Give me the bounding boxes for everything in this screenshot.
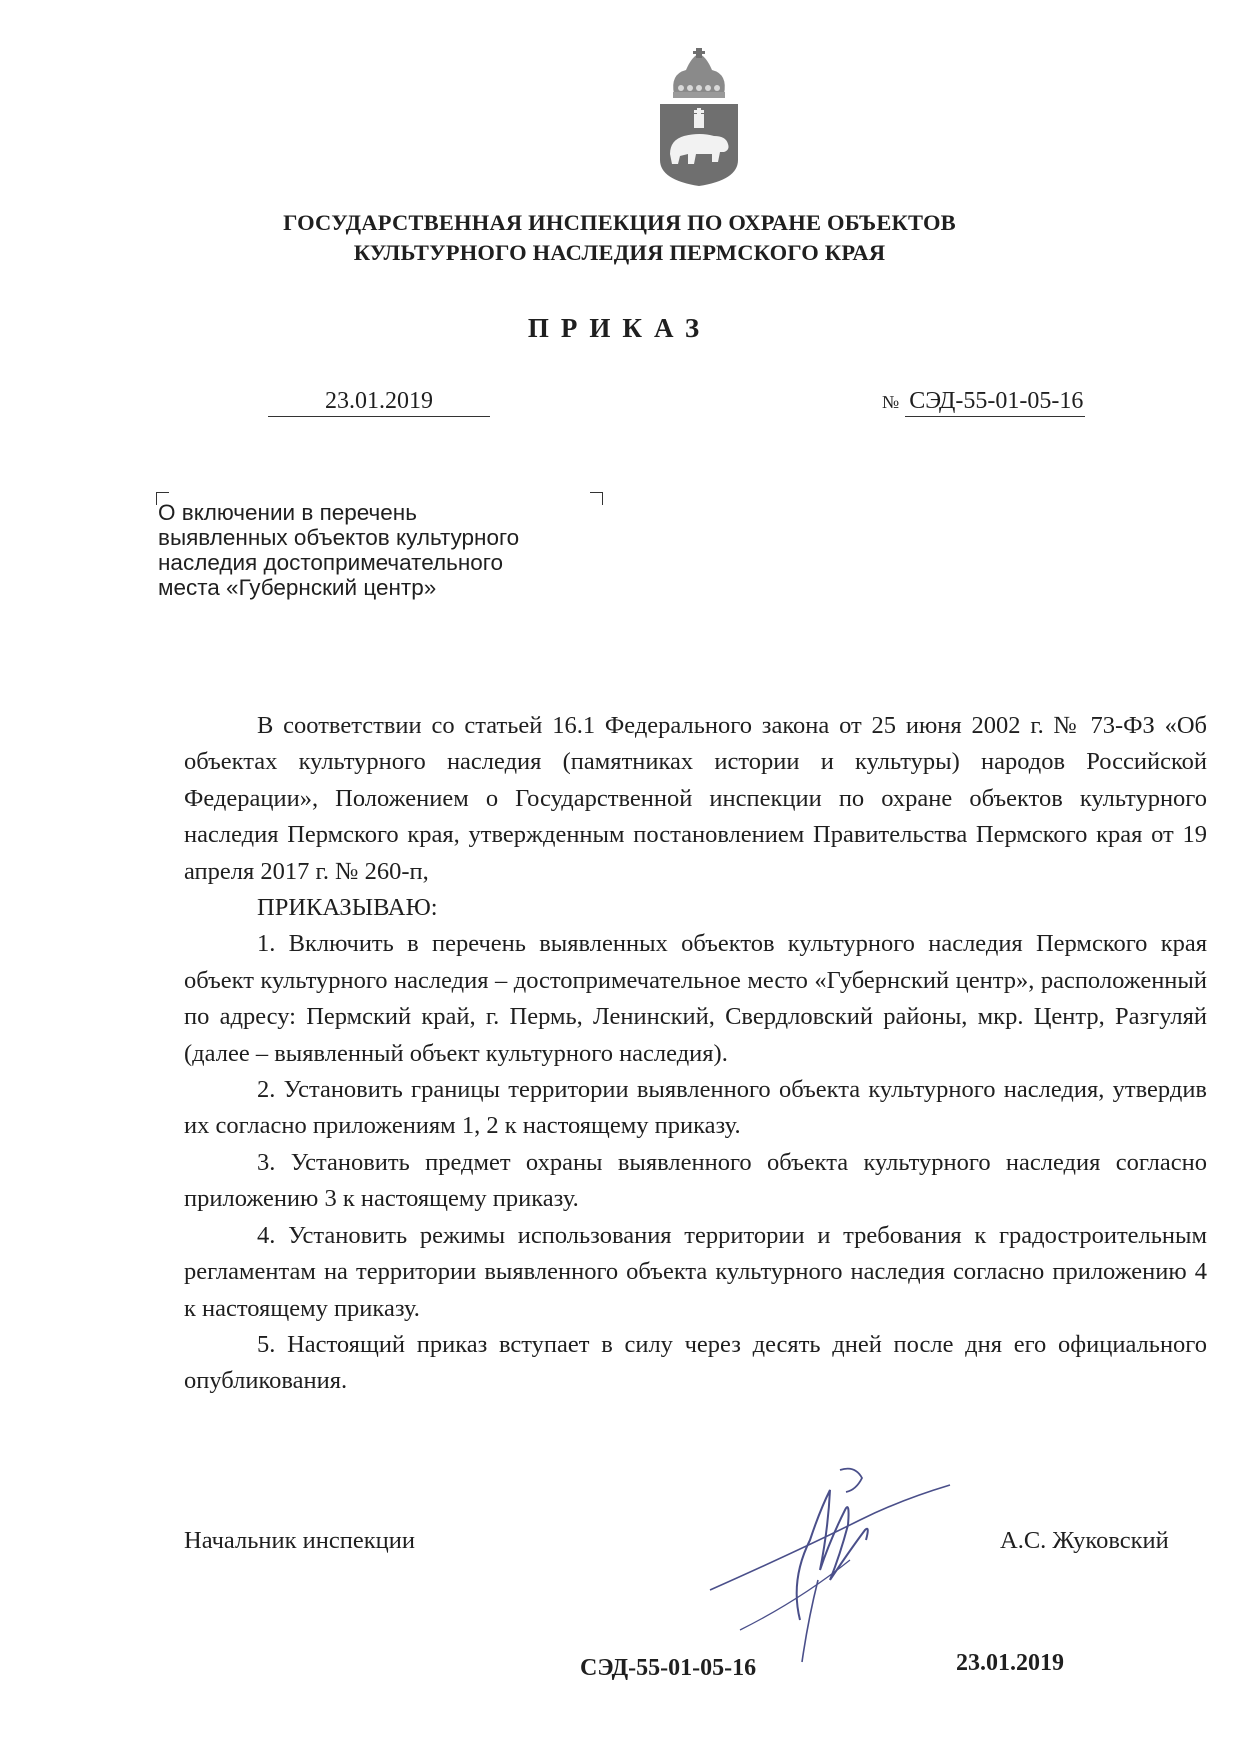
subject-line: места «Губернский центр» — [158, 575, 437, 600]
subject-line: О включении в перечень — [158, 500, 417, 525]
order-subject — [158, 500, 598, 600]
registration-stamp-date: 23.01.2019 — [956, 1650, 1064, 1676]
document-number-value: СЭД-55-01-05-16 — [905, 388, 1085, 417]
organization-name — [200, 208, 1039, 268]
order-item: 5. Настоящий приказ вступает в силу через десять дней после дня его официального опубликования. — [184, 1330, 1207, 1395]
signer-name: А.С. Жуковский — [1000, 1527, 1169, 1554]
registration-stamp-number: СЭД-55-01-05-16 — [580, 1655, 757, 1681]
organization-name-line1: ГОСУДАРСТВЕННАЯ ИНСПЕКЦИЯ ПО ОХРАНЕ ОБЪЕКТОВ — [283, 210, 956, 235]
handwritten-signature — [680, 1430, 980, 1670]
document-type-title: ПРИКАЗ — [527, 313, 712, 343]
organization-name-line2: КУЛЬТУРНОГО НАСЛЕДИЯ ПЕРМСКОГО КРАЯ — [353, 240, 886, 265]
order-item: 4. Установить режимы использования территории и требования к градостроительным регламентам на территории выявленного объекта культурного наследия согласно приложению 4 к настоящему приказу. — [184, 1221, 1207, 1322]
order-word: ПРИКАЗЫВАЮ: — [257, 894, 438, 922]
order-body — [184, 708, 1207, 1400]
order-item: 1. Включить в перечень выявленных объектов культурного наследия Пермского края объект культурного наследия – достопримечательное место «Губернский центр», расположенный по адресу: Пермский край, г. Пермь, Ленинский, Свердловский районы, мкр. Центр, Разгуляй (далее – выявленный объект культурного наследия). — [184, 930, 1207, 1067]
subject-line: наследия достопримечательного — [158, 550, 504, 575]
signer-title: Начальник инспекции — [184, 1527, 415, 1554]
order-item: 3. Установить предмет охраны выявленного объекта культурного наследия согласно приложению 3 к настоящему приказу. — [184, 1148, 1207, 1213]
subject-line: выявленных объектов культурного — [158, 525, 520, 550]
perm-krai-coat-of-arms-icon — [656, 48, 742, 188]
number-sign: № — [882, 392, 900, 412]
order-item: 2. Установить границы территории выявленного объекта культурного наследия, утвердив их согласно приложениям 1, 2 к настоящему приказу. — [184, 1076, 1207, 1140]
document-number — [882, 388, 1085, 417]
document-date: 23.01.2019 — [268, 388, 490, 417]
preamble-paragraph: В соответствии со статьей 16.1 Федерального закона от 25 июня 2002 г. № 73-ФЗ «Об объектах культурного наследия (памятниках истории и культуры) народов Российской Федерации», Положением о Государственной инспекции по охране объектов культурного наследия Пермского края, утвержденным постановлением Правительства Пермского края от 19 апреля 2017 г. № 260-п, — [184, 712, 1207, 885]
